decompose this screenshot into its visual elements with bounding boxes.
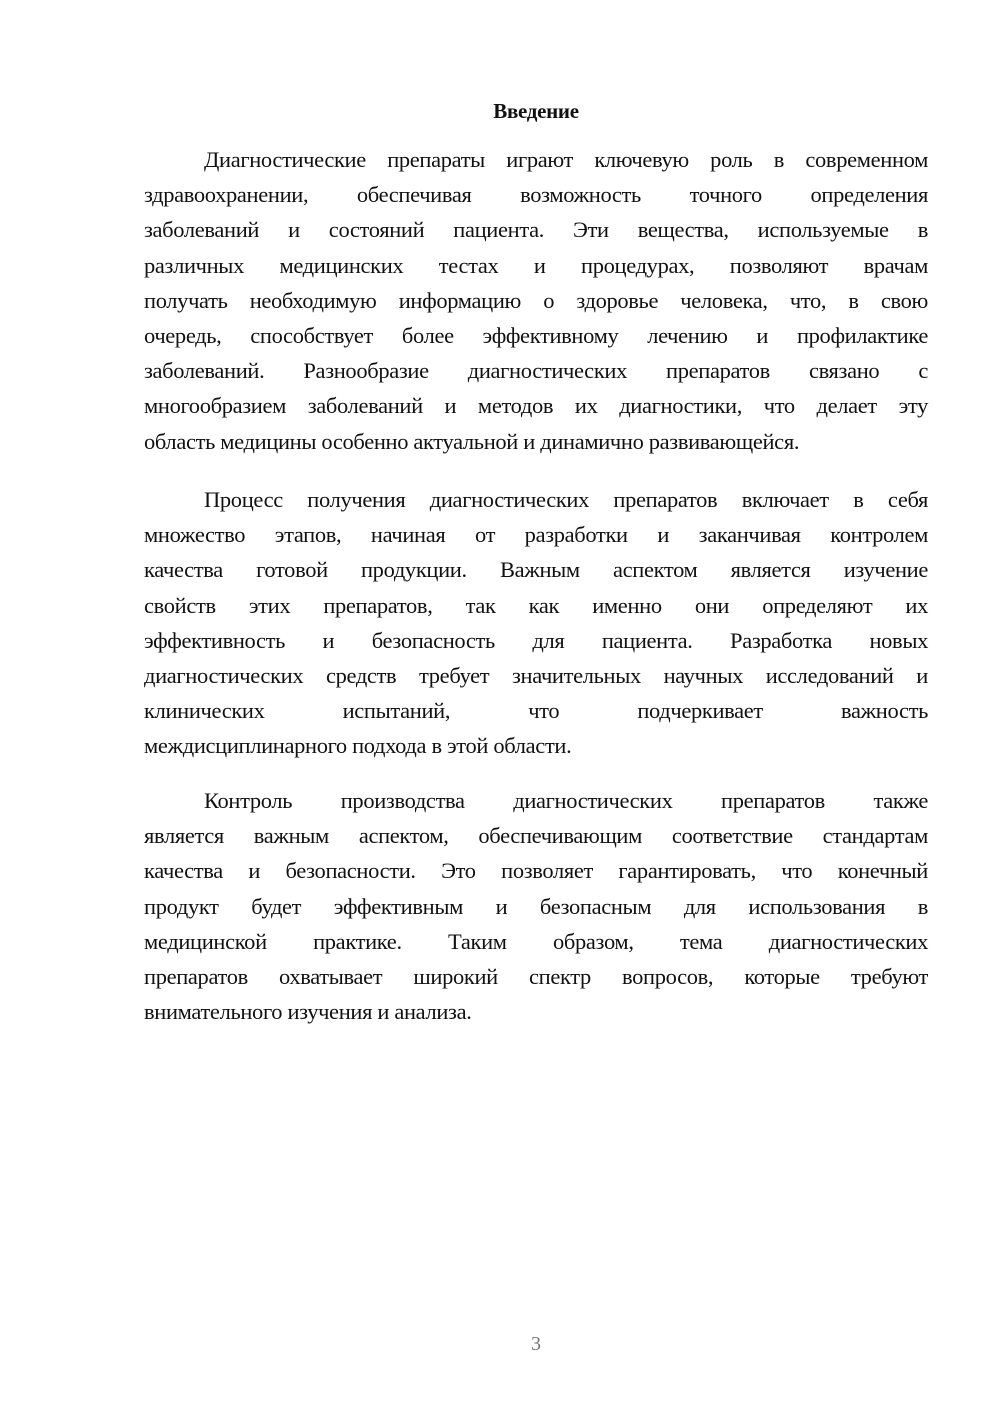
text-line: область медицины особенно актуальной и динамично развивающейся. — [144, 428, 800, 454]
text-line: внимательного изучения и анализа. — [144, 999, 472, 1025]
text-line: множество этапов, начиная от разработки и заканчивая контролем — [144, 522, 928, 548]
text-line: Контроль производства диагностических препаратов также — [204, 788, 928, 813]
text-line: Диагностические препараты играют ключевую роль в современном — [204, 147, 928, 172]
text-line: междисциплинарного подхода в этой области. — [144, 733, 572, 759]
text-line: Процесс получения диагностических препаратов включает в себя — [204, 487, 928, 512]
text-line: заболеваний и состояний пациента. Эти вещества, используемые в — [144, 217, 928, 243]
text-line: многообразием заболеваний и методов их диагностики, что делает эту — [144, 393, 928, 419]
text-line: качества и безопасности. Это позволяет гарантировать, что конечный — [144, 858, 928, 884]
text-line: диагностических средств требует значительных научных исследований и — [144, 662, 928, 688]
text-line: продукт будет эффективным и безопасным для использования в — [144, 893, 928, 919]
paragraph-3 — [144, 783, 928, 1029]
text-line: качества готовой продукции. Важным аспектом является изучение — [144, 557, 928, 583]
text-line: заболеваний. Разнообразие диагностических препаратов связано с — [144, 358, 928, 384]
section-heading: Введение — [493, 99, 579, 123]
page-number: 3 — [531, 1333, 541, 1355]
text-line: очередь, способствует более эффективному лечению и профилактике — [144, 322, 928, 348]
paragraph-1 — [144, 142, 928, 459]
text-line: медицинской практике. Таким образом, тема диагностических — [144, 928, 928, 954]
text-line: является важным аспектом, обеспечивающим соответствие стандартам — [144, 823, 928, 849]
text-line: различных медицинских тестах и процедурах, позволяют врачам — [144, 252, 928, 278]
text-line: клинических испытаний, что подчеркивает важность — [144, 698, 928, 724]
text-line: здравоохранении, обеспечивая возможность точного определения — [144, 182, 928, 208]
text-line: получать необходимую информацию о здоровье человека, что, в свою — [144, 287, 928, 313]
text-line: эффективность и безопасность для пациента. Разработка новых — [144, 627, 928, 653]
text-line: препаратов охватывает широкий спектр вопросов, которые требуют — [144, 963, 928, 989]
text-line: свойств этих препаратов, так как именно они определяют их — [144, 592, 928, 618]
paragraph-2 — [144, 482, 928, 764]
